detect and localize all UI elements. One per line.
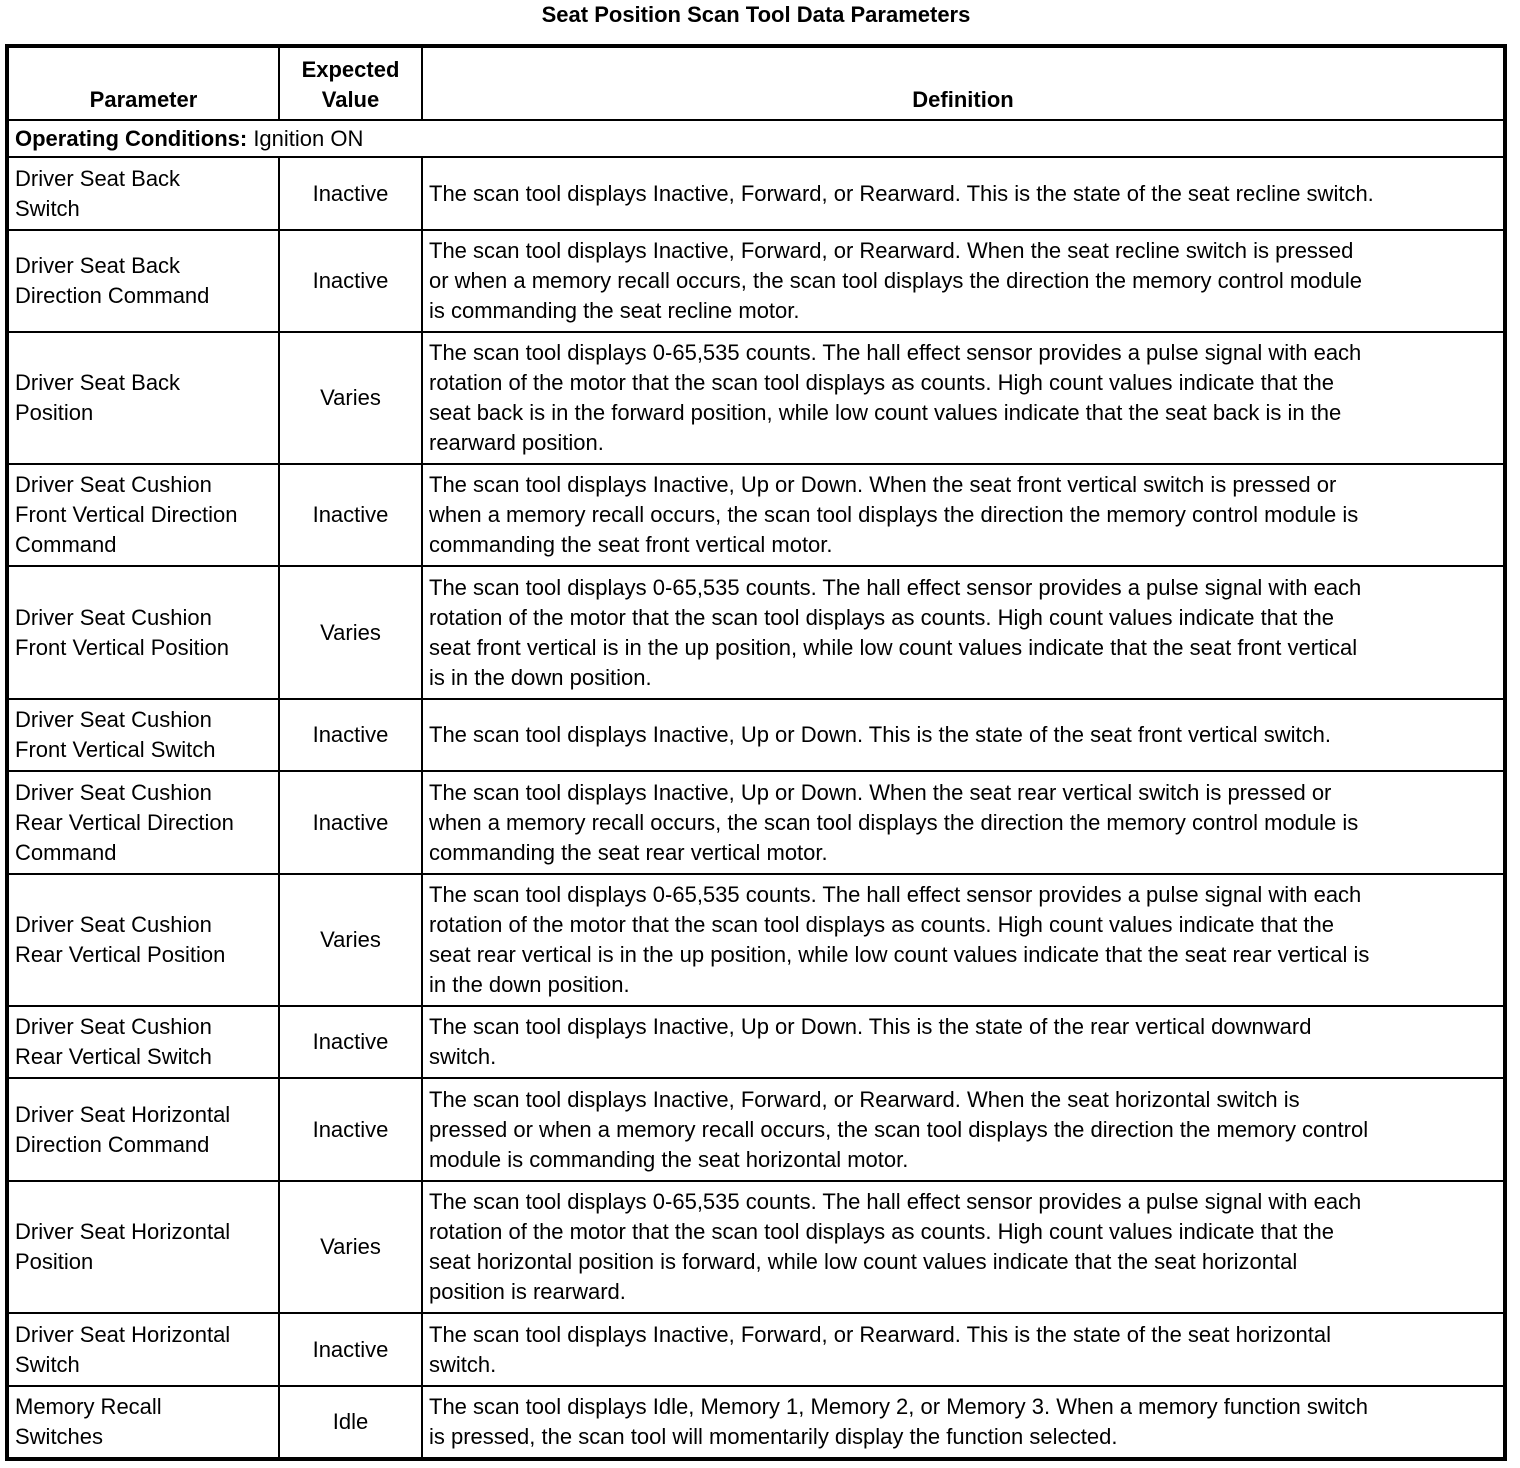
table-row — [7, 566, 1505, 699]
expected-value-cell: Inactive — [279, 771, 422, 874]
definition-cell: The scan tool displays Inactive, Forward, or Rearward. When the seat recline switch is pressed or when a memory recall occurs, the scan tool displays the direction the memory control module is commanding the seat recline motor. — [422, 230, 1505, 332]
expected-value-cell: Varies — [279, 874, 422, 1006]
definition-cell: The scan tool displays Inactive, Up or Down. When the seat rear vertical switch is pressed or when a memory recall occurs, the scan tool displays the direction the memory control module is commanding the seat rear vertical motor. — [422, 771, 1505, 874]
expected-value-cell: Inactive — [279, 699, 422, 771]
definition-cell: The scan tool displays 0-65,535 counts. The hall effect sensor provides a pulse signal with each rotation of the motor that the scan tool displays as counts. High count values indicate that the seat front vertical is in the up position, while low count values indicate that the seat front vertical is in the down position. — [422, 566, 1505, 699]
definition-cell: The scan tool displays Inactive, Forward, or Rearward. When the seat horizontal switch is pressed or when a memory recall occurs, the scan tool displays the direction the memory control module is commanding the seat horizontal motor. — [422, 1078, 1505, 1181]
expected-value-cell: Varies — [279, 332, 422, 464]
operating-conditions-row — [7, 120, 1505, 157]
parameter-cell: Driver Seat Horizontal Switch — [7, 1313, 279, 1386]
definition-cell: The scan tool displays 0-65,535 counts. The hall effect sensor provides a pulse signal with each rotation of the motor that the scan tool displays as counts. High count values indicate that the seat rear vertical is in the up position, while low count values indicate that the seat rear vertical is in the down position. — [422, 874, 1505, 1006]
definition-cell: The scan tool displays 0-65,535 counts. The hall effect sensor provides a pulse signal with each rotation of the motor that the scan tool displays as counts. High count values indicate that the seat horizontal position is forward, while low count values indicate that the seat horizontal position is rearward. — [422, 1181, 1505, 1313]
parameter-cell: Memory Recall Switches — [7, 1386, 279, 1459]
definition-cell: The scan tool displays Inactive, Forward, or Rearward. This is the state of the seat recline switch. — [422, 157, 1505, 230]
expected-value-cell: Inactive — [279, 464, 422, 566]
definition-cell: The scan tool displays Idle, Memory 1, Memory 2, or Memory 3. When a memory function switch is pressed, the scan tool will momentarily display the function selected. — [422, 1386, 1505, 1459]
expected-value-cell: Inactive — [279, 230, 422, 332]
definition-cell: The scan tool displays Inactive, Forward, or Rearward. This is the state of the seat horizontal switch. — [422, 1313, 1505, 1386]
definition-cell: The scan tool displays Inactive, Up or Down. This is the state of the rear vertical downward switch. — [422, 1006, 1505, 1078]
expected-value-cell: Varies — [279, 1181, 422, 1313]
header-parameter: Parameter — [7, 46, 279, 120]
expected-value-cell: Inactive — [279, 1006, 422, 1078]
header-definition: Definition — [422, 46, 1505, 120]
parameter-cell: Driver Seat Back Position — [7, 332, 279, 464]
operating-conditions-value: Ignition ON — [247, 125, 364, 151]
header-expected-value: Expected Value — [279, 46, 422, 120]
expected-value-cell: Inactive — [279, 157, 422, 230]
table-row — [7, 1078, 1505, 1181]
parameter-cell: Driver Seat Horizontal Position — [7, 1181, 279, 1313]
table-row — [7, 874, 1505, 1006]
scan-tool-data-table — [5, 44, 1507, 1461]
table-row — [7, 332, 1505, 464]
parameter-cell: Driver Seat Cushion Rear Vertical Direction Command — [7, 771, 279, 874]
expected-value-cell: Varies — [279, 566, 422, 699]
parameter-cell: Driver Seat Cushion Rear Vertical Position — [7, 874, 279, 1006]
table-row — [7, 157, 1505, 230]
parameter-cell: Driver Seat Cushion Front Vertical Direction Command — [7, 464, 279, 566]
parameter-cell: Driver Seat Cushion Front Vertical Position — [7, 566, 279, 699]
parameter-cell: Driver Seat Cushion Rear Vertical Switch — [7, 1006, 279, 1078]
expected-value-cell: Idle — [279, 1386, 422, 1459]
table-row — [7, 699, 1505, 771]
table-row — [7, 230, 1505, 332]
definition-cell: The scan tool displays Inactive, Up or Down. When the seat front vertical switch is pressed or when a memory recall occurs, the scan tool displays the direction the memory control module is commanding the seat front vertical motor. — [422, 464, 1505, 566]
parameter-cell: Driver Seat Back Switch — [7, 157, 279, 230]
table-row — [7, 771, 1505, 874]
table-row — [7, 1181, 1505, 1313]
operating-conditions — [7, 120, 1505, 157]
operating-conditions-label: Operating Conditions: — [15, 125, 248, 151]
table-title: Seat Position Scan Tool Data Parameters — [541, 2, 971, 27]
table-row — [7, 1386, 1505, 1459]
parameter-cell: Driver Seat Back Direction Command — [7, 230, 279, 332]
parameter-cell: Driver Seat Cushion Front Vertical Switch — [7, 699, 279, 771]
table-row — [7, 1006, 1505, 1078]
header-row — [7, 46, 1505, 120]
expected-value-cell: Inactive — [279, 1078, 422, 1181]
table-row — [7, 464, 1505, 566]
table-row — [7, 1313, 1505, 1386]
definition-cell: The scan tool displays 0-65,535 counts. The hall effect sensor provides a pulse signal with each rotation of the motor that the scan tool displays as counts. High count values indicate that the seat back is in the forward position, while low count values indicate that the seat back is in the rearward position. — [422, 332, 1505, 464]
definition-cell: The scan tool displays Inactive, Up or Down. This is the state of the seat front vertical switch. — [422, 699, 1505, 771]
expected-value-cell: Inactive — [279, 1313, 422, 1386]
parameter-cell: Driver Seat Horizontal Direction Command — [7, 1078, 279, 1181]
